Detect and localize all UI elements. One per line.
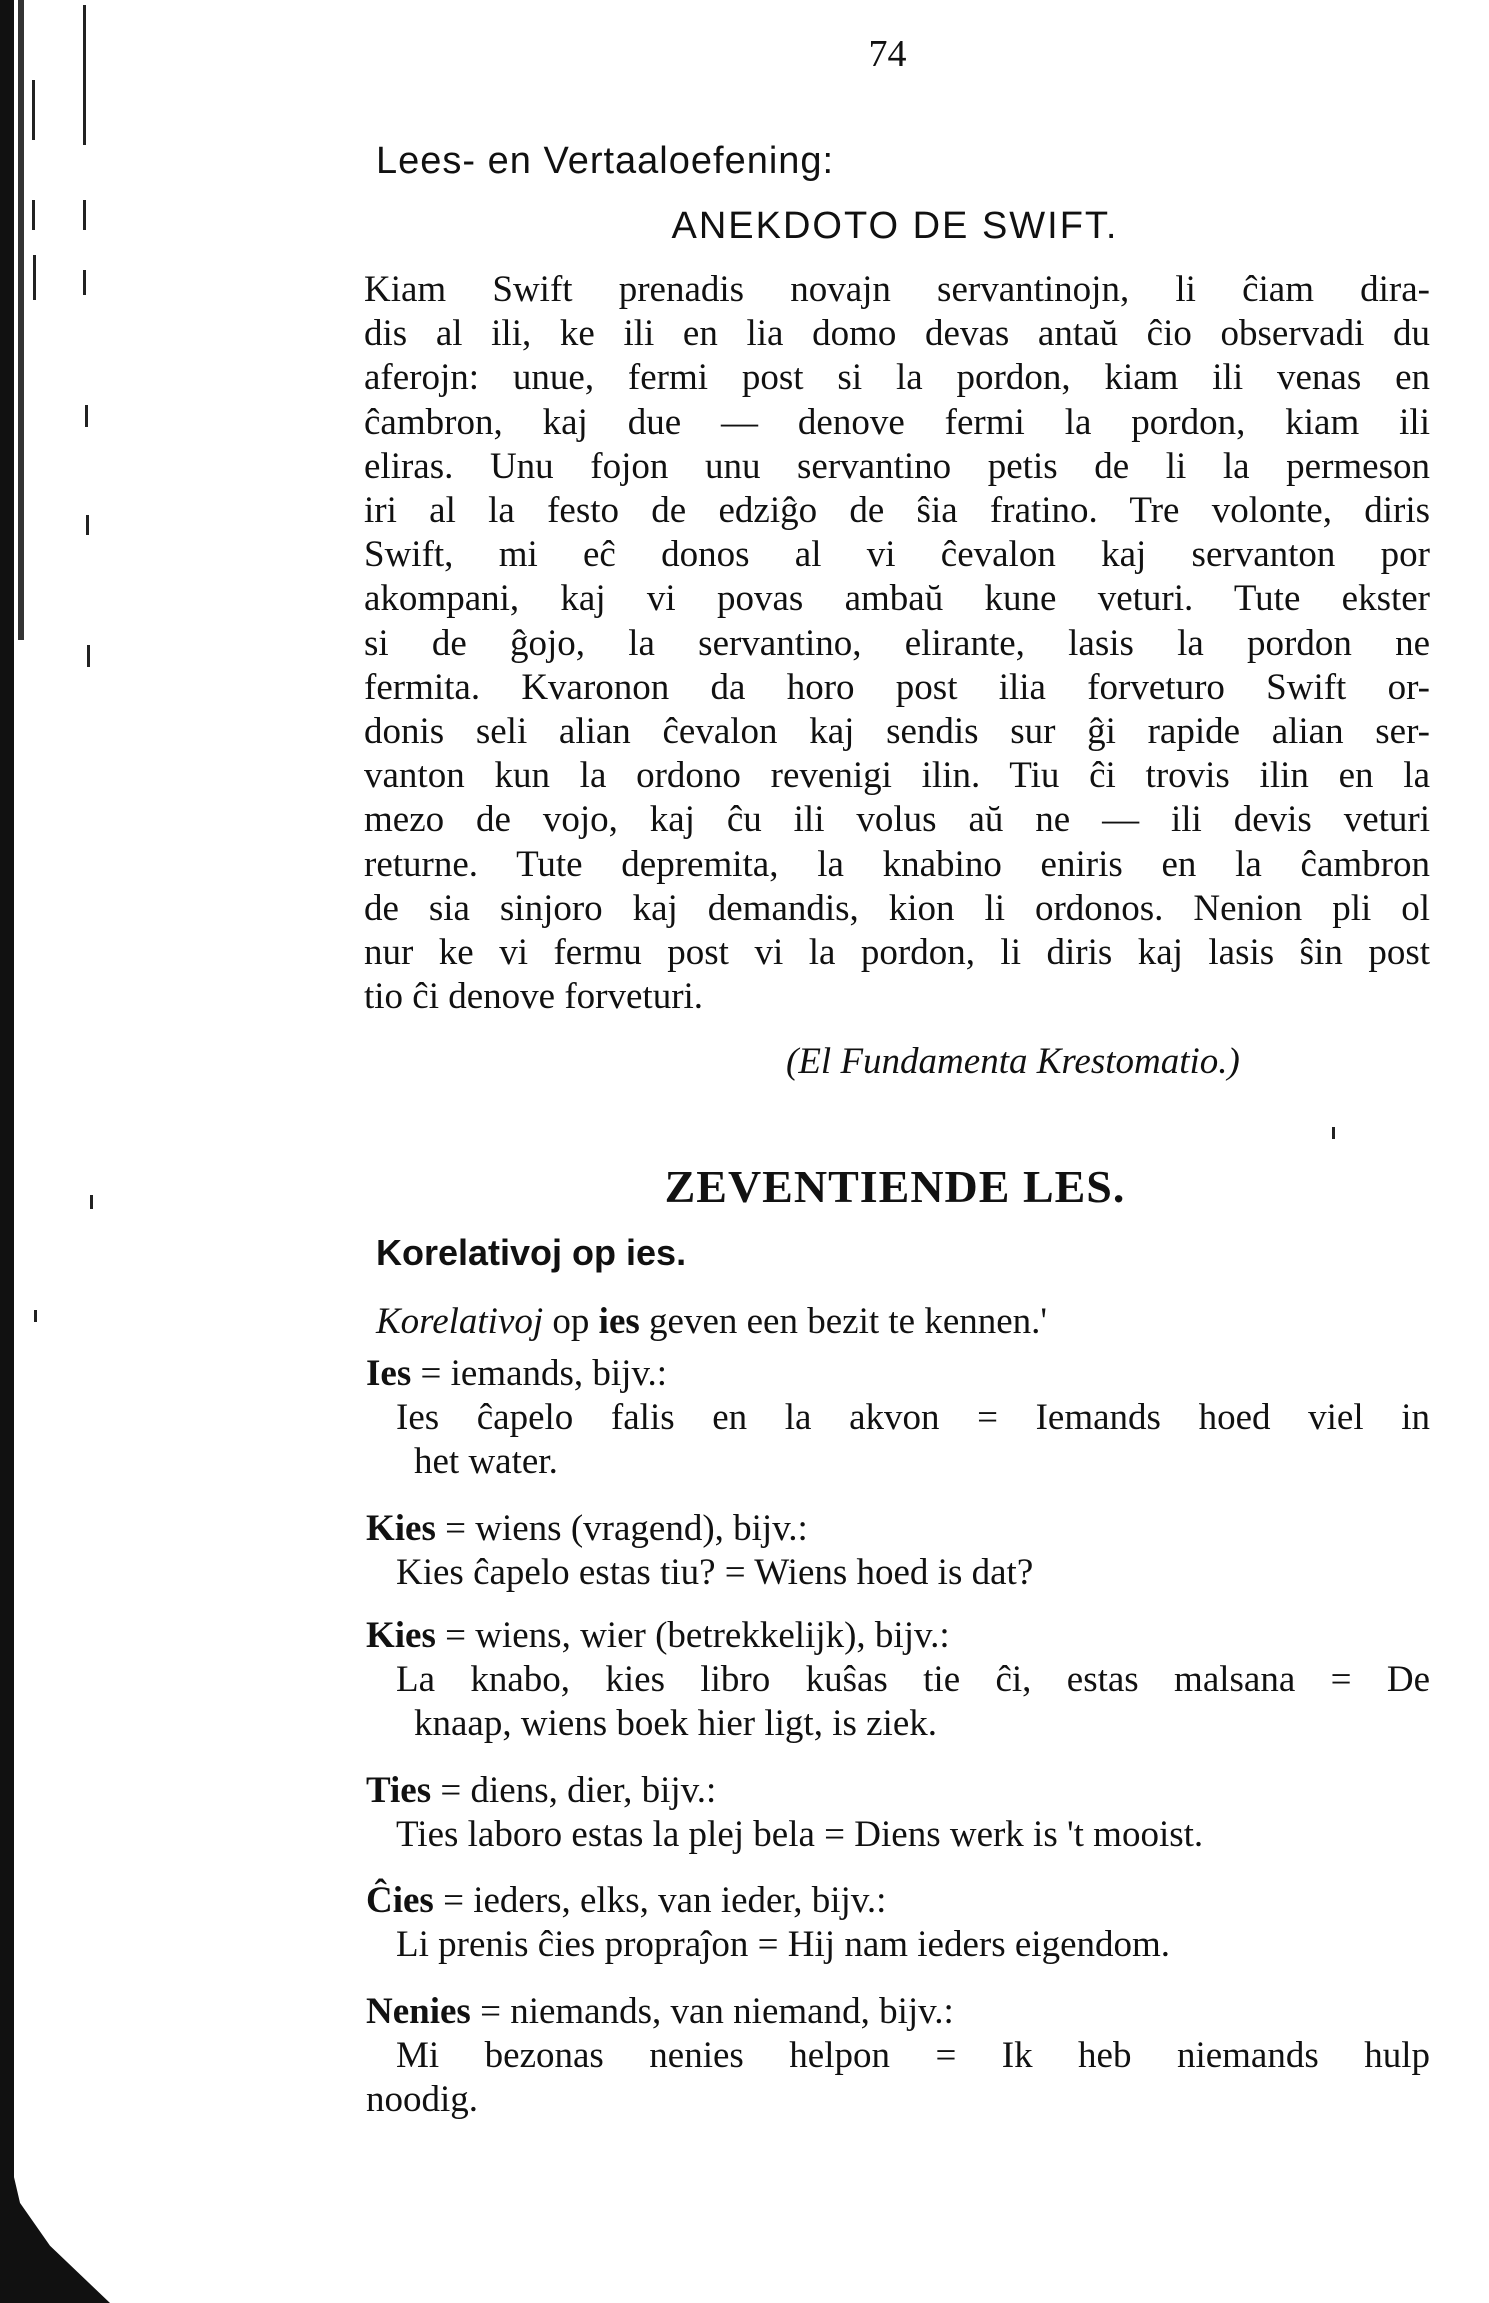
- definition-entry: [366, 1990, 954, 2033]
- story-line: vanton kun la ordono revenigi ilin. Tiu ĉi trovis ilin en la: [364, 755, 1430, 797]
- definition-example: Mi bezonas nenies helpon = Ik heb niemands hulp: [396, 2035, 1430, 2076]
- definition-meaning: = iemands, bijv.:: [411, 1353, 668, 1394]
- story-line: tio ĉi denove forveturi.: [364, 976, 704, 1018]
- intro-op: op: [543, 1301, 599, 1342]
- scan-margin-mark: [85, 405, 88, 427]
- definition-term: Ĉies: [366, 1880, 434, 1921]
- definition-meaning: = ieders, elks, van ieder, bijv.:: [433, 1880, 887, 1921]
- story-line: nur ke vi fermu post vi la pordon, li diris kaj lasis ŝin post: [364, 932, 1430, 973]
- definition-term: Ies: [366, 1353, 412, 1394]
- story-line: eliras. Unu fojon unu servantino petis de li la permeson: [364, 445, 1430, 487]
- scan-margin-mark: [86, 515, 89, 535]
- story-line: mezo de vojo, kaj ĉu ili volus aŭ ne — ili devis veturi: [364, 799, 1430, 841]
- definition-entry: [366, 1507, 808, 1550]
- definition-entry: [366, 1769, 716, 1812]
- scan-edge-shadow-inner: [18, 0, 24, 640]
- definition-example-continued: het water.: [414, 1441, 558, 1482]
- definition-entry: [366, 1879, 886, 1922]
- lesson-title: ZEVENTIENDE LES.: [664, 1161, 1126, 1212]
- definition-term: Ties: [366, 1770, 432, 1811]
- definition-entry: [366, 1614, 950, 1657]
- citation: (El Fundamenta Krestomatio.): [786, 1041, 1240, 1082]
- scan-margin-mark: [34, 1310, 37, 1322]
- definition-example: Ies ĉapelo falis en la akvon = Iemands hoed viel in: [396, 1397, 1430, 1438]
- story-line: akompani, kaj vi povas ambaŭ kune veturi. Tute ekster: [364, 578, 1430, 620]
- definition-term: Kies: [366, 1508, 436, 1549]
- scan-margin-mark: [83, 270, 86, 295]
- definition-example: Ties laboro estas la plej bela = Diens werk is 't mooist.: [396, 1814, 1204, 1855]
- definition-meaning: = wiens, wier (betrekkelijk), bijv.:: [435, 1615, 950, 1656]
- story-line: dis al ili, ke ili en lia domo devas antaŭ ĉio observadi du: [364, 313, 1430, 355]
- definition-example: Kies ĉapelo estas tiu? = Wiens hoed is dat?: [396, 1552, 1034, 1593]
- story-line: aferojn: unue, fermi post si la pordon, kiam ili venas en: [364, 357, 1430, 399]
- definition-example-continued: noodig.: [366, 2079, 479, 2120]
- story-title: ANEKDOTO DE SWIFT.: [671, 205, 1119, 247]
- scan-margin-mark: [87, 645, 90, 667]
- story-line: iri al la festo de edziĝo de ŝia fratino. Tre volonte, diris: [364, 490, 1430, 531]
- intro-rest: geven een bezit te kennen.': [639, 1301, 1048, 1342]
- definition-example-continued: knaap, wiens boek hier ligt, is ziek.: [414, 1703, 938, 1744]
- intro-term-italic: Korelativoj: [376, 1301, 544, 1342]
- story-line: Kiam Swift prenadis novajn servantinojn, li ĉiam dira-: [364, 269, 1430, 310]
- story-line: ĉambron, kaj due — denove fermi la pordon, kiam ili: [364, 401, 1430, 443]
- story-line: returne. Tute depremita, la knabino eniris en la ĉambron: [364, 843, 1430, 885]
- exercise-heading: Lees- en Vertaaloefening:: [376, 140, 835, 182]
- definition-term: Kies: [366, 1615, 436, 1656]
- scan-margin-mark: [33, 255, 36, 300]
- story-line: donis seli alian ĉevalon kaj sendis sur ĝi rapide alian ser-: [364, 711, 1430, 752]
- intro-term-bold: ies: [598, 1301, 640, 1342]
- story-line: Swift, mi eĉ donos al vi ĉevalon kaj servanton por: [364, 534, 1430, 576]
- scan-corner-shadow: [10, 2160, 110, 2303]
- page-number: 74: [868, 33, 907, 75]
- definition-term: Nenies: [366, 1991, 471, 2032]
- scan-edge-shadow: [0, 0, 14, 2303]
- section-heading: Korelativoj op ies.: [376, 1232, 687, 1273]
- scan-margin-mark: [32, 80, 35, 140]
- definition-meaning: = wiens (vragend), bijv.:: [435, 1508, 808, 1549]
- definition-meaning: = diens, dier, bijv.:: [431, 1770, 717, 1811]
- definition-example: La knabo, kies libro kuŝas tie ĉi, estas malsana = De: [396, 1659, 1430, 1700]
- definition-entry: [366, 1352, 667, 1395]
- ink-speck: [1332, 1127, 1335, 1139]
- intro-sentence: [376, 1300, 1047, 1343]
- definition-example: Li prenis ĉies propraĵon = Hij nam ieders eigendom.: [396, 1924, 1171, 1965]
- definition-meaning: = niemands, van niemand, bijv.:: [470, 1991, 954, 2032]
- story-line: si de ĝojo, la servantino, elirante, lasis la pordon ne: [364, 622, 1430, 664]
- story-line: de sia sinjoro kaj demandis, kion li ordonos. Nenion pli ol: [364, 887, 1430, 929]
- story-line: fermita. Kvaronon da horo post ilia forveturo Swift or-: [364, 666, 1430, 708]
